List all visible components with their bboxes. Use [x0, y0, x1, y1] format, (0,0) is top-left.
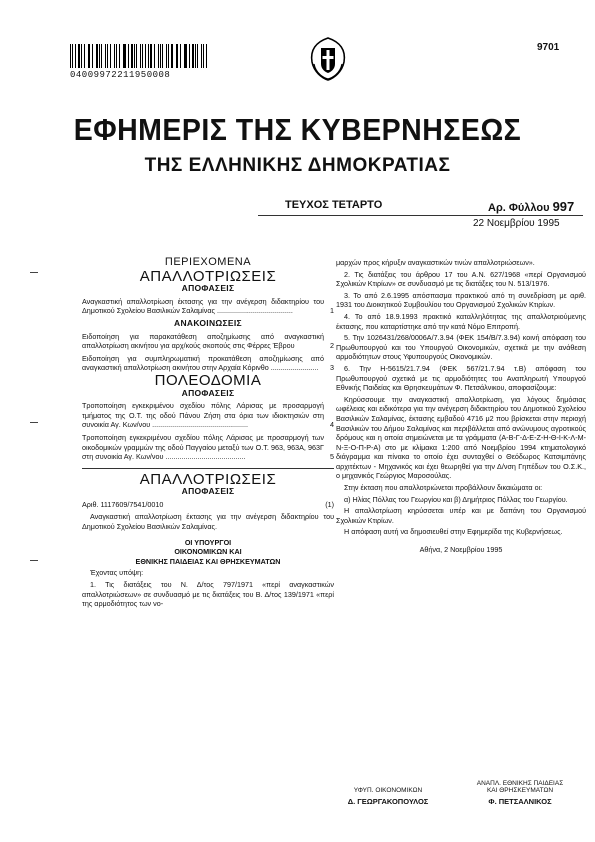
- paragraph: 1. Τις διατάξεις του Ν. Δ/τος 797/1971 «περί αναγκαστικών απαλλοτριώσεων» σε συνδυασμό με τις διατάξεις του Β. Δ/τος 139/1971 «περί της αρμοδιότητος των νο-: [82, 580, 334, 609]
- barcode-bar: [136, 44, 137, 68]
- issue-date: 22 Νοεμβρίου 1995: [473, 218, 560, 229]
- body-decisions-heading: ΑΠΟΦΑΣΕΙΣ: [181, 486, 235, 497]
- toc-item: Τροποποίηση εγκεκριμένου σχεδίου πόλης Λάρισας με προσαρμογή τμήματος της Ο.Τ. της οδού Πάνου Ζήση στα όρια των ιδιοκτησιών στη συνοικία Αγ. Κων/νου ................................................ 4: [82, 401, 334, 430]
- barcode-bar: [189, 44, 190, 68]
- ministers-heading-3: ΕΘΝΙΚΗΣ ΠΑΙΔΕΙΑΣ ΚΑΙ ΘΡΗΣΚΕΥΜΑΤΩΝ: [135, 556, 281, 566]
- barcode-bar: [75, 44, 76, 68]
- paragraph: 6. Την Η-5615/21.7.94 (ΦΕΚ 567/21.7.94 τ.Β) απόφαση του Πρωθυπουργού σχετικά με τις αρμοδιότητες του Αναπληρωτή Υπουργού Εθνικής Παιδείας και Θρησκευμάτων Φ. Πετσάλνικου, αποφασίζουμε:: [336, 363, 586, 393]
- body-start: [82, 468, 334, 609]
- margin-mark: [30, 560, 38, 561]
- barcode-bar: [107, 44, 108, 68]
- barcode-bar: [168, 44, 169, 68]
- barcode-bar: [166, 44, 167, 68]
- barcode-bar: [89, 44, 90, 68]
- margin-mark: [30, 422, 38, 423]
- barcode-bar: [201, 44, 202, 68]
- gazette-title: ΕΦΗΜΕΡΙΣ ΤΗΣ ΚΥΒΕΡΝΗΣΕΩΣ: [73, 112, 522, 147]
- barcode-bar: [101, 44, 102, 68]
- barcode-bar: [140, 44, 141, 68]
- barcode-bar: [92, 44, 93, 68]
- toc-item: [82, 332, 334, 351]
- issue-number: 9701: [537, 42, 560, 53]
- signature-block-1: [328, 787, 448, 806]
- margin-mark: [30, 272, 38, 273]
- paragraph: μαρχών προς κήρυξιν αναγκαστικών τινών απαλλοτριώσεων».: [336, 258, 535, 267]
- barcode-bar: [128, 44, 129, 68]
- barcode-bar: [114, 44, 115, 68]
- signing-date: Αθήνα, 2 Νοεμβρίου 1995: [419, 545, 503, 555]
- contents-announcements-heading: ΑΝΑΚΟΙΝΩΣΕΙΣ: [174, 317, 242, 328]
- toc-page: 5: [330, 452, 334, 462]
- barcode-bar: [162, 44, 163, 68]
- signatory-name: Φ. ΠΕΤΣΑΛΝΙΚΟΣ: [488, 797, 552, 806]
- barcode-bar: [134, 44, 135, 68]
- signatory-role: ΑΝΑΠΛ. ΕΘΝΙΚΗΣ ΠΑΙΔΕΙΑΣ: [476, 780, 564, 787]
- barcode-bar: [99, 44, 100, 68]
- barcode-bar: [84, 44, 85, 68]
- issue-part: ΤΕΥΧΟΣ ΤΕΤΑΡΤΟ: [285, 199, 383, 211]
- barcode-bar: [81, 44, 82, 68]
- toc-item-text: Ειδοποίηση για παρακατάθεση αποζημίωσης από αναγκαστική απαλλοτρίωση ακινήτου για αρχ/κούς σκοπούς στις Φέρρες Έβρου: [82, 331, 324, 351]
- coat-of-arms-icon: [306, 34, 350, 82]
- signatory-role: ΥΦΥΠ. ΟΙΚΟΝΟΜΙΚΩΝ: [353, 787, 423, 794]
- paragraph: 3. Το από 2.6.1995 απόσπασμα πρακτικού από τη συνεδρίαση με αριθ. 1931 του Διοικητικού Συμβουλίου του Οργανισμού Σχολικών Κτιρίων.: [336, 290, 586, 310]
- barcode-bar: [124, 44, 125, 68]
- barcode-bar: [177, 44, 178, 68]
- barcode-bar: [116, 44, 117, 68]
- barcode-bar: [123, 44, 124, 68]
- barcode-bar: [185, 44, 186, 68]
- barcode-bar: [158, 44, 159, 68]
- body-section-heading: ΑΠΑΛΛΟΤΡΙΩΣΕΙΣ: [139, 470, 277, 488]
- barcode-bar: [110, 44, 112, 68]
- paragraph: 5. Την 1026431/268/0006Α/7.3.94 (ΦΕΚ 154/Β/7.3.94) κοινή απόφαση του Πρωθυπουργού και του Υπουργού Οικονομικών, σχετικά με την ανάθεση αρμοδιότητων στους Υφυπουργούς Οικονομικών.: [336, 333, 586, 362]
- barcode-bar: [70, 44, 71, 68]
- barcode-bar: [96, 44, 98, 68]
- toc-item: Τροποποίηση εγκεκριμένου σχεδίου πόλης Λάρισας με προσαρμογή των οικοδομικών γραμμών της οδού Παγγαίου μεταξύ των Ο.Τ. 963, 963Α, 963Γ στη συνοικία Αγ. Κων/νου ........................................ 5: [82, 432, 334, 462]
- barcode-bar: [148, 44, 149, 68]
- left-column: [82, 258, 334, 611]
- barcode-bar: [195, 44, 196, 68]
- ministers-heading-2: ΟΙΚΟΝΟΜΙΚΩΝ ΚΑΙ: [174, 547, 242, 557]
- toc-item: Ειδοποίηση για συμπληρωματική προκατάθεση αποζημίωσης από αναγκαστική απαλλοτρίωση ακινήτου στην Αρχαία Κόρινθο ........................ 3: [82, 353, 334, 373]
- contents-decisions-heading-2: ΑΠΟΦΑΣΕΙΣ: [181, 387, 235, 398]
- toc-item-text: Αναγκαστική απαλλοτρίωση έκτασης για την ανέγερση διδακτηρίου του Δημοτικού Σχολείου Βασιλικών Σαλαμίνας: [82, 296, 324, 316]
- toc-item-text: Τροποποίηση εγκεκριμένου σχεδίου πόλης Λάρισας με προσαρμογή των οικοδομικών γραμμών της οδού Παγγαίου μεταξύ των Ο.Τ. 963, 963Α, 963Γ στη συνοικία Αγ. Κων/νου: [82, 432, 324, 462]
- decision-ref-index: (1): [325, 499, 334, 509]
- header-rule: [258, 215, 583, 216]
- paragraph: Η απαλλοτρίωση κηρύσσεται υπέρ και με δαπάνη του Οργανισμού Σχολικών Κτιρίων.: [336, 506, 586, 525]
- decision-ref-number: Αριθ. 1117609/7541/0010: [82, 499, 164, 509]
- barcode-bar: [180, 44, 181, 68]
- contents-decisions-heading: ΑΠΟΦΑΣΕΙΣ: [181, 283, 235, 294]
- signature-block-2: [460, 780, 580, 806]
- barcode-bar: [206, 44, 207, 68]
- barcode-bar: [184, 44, 185, 68]
- barcode-bar: [176, 44, 177, 68]
- toc-page: 3: [330, 363, 334, 373]
- paragraph: Κηρύσσουμε την αναγκαστική απαλλοτρίωση, για λόγους δημόσιας ωφέλειας και ειδικότερα για την ανέγερση διδακτηρίου του Δημοτικού Σχολείου Βασιλικών Σαλαμίνας, έκτασης εμβαδού 4716 μ2 που βρίσκεται στην περιοχή Βασιλικών του Δήμου Σαλαμίνας και περιβάλλεται από ανώνυμους αγροτικούς δρόμους και η οποία σημειώνεται με τα γράμματα (Α-Β-Γ-Δ-Ε-Ζ-Η-Θ-Ι-Κ-Λ-Μ-Ν-Ξ-Ο-Π-Ρ-Α) στο με κλίμακα 1:200 από Νοεμβρίου 1994 κτηματολογικό διάγραμμα και πίνακα το οποίο έχει συνταχθεί ο Θεόδωρος Κατσιμπάνης αρχιτέκτων - Μηχανικός και έχει θεωρηθεί για την Δ/νση Γηπέδων του Ο.Σ.Κ., ο μηχανικός Γεώργιος Μαροσούλας.: [336, 394, 586, 481]
- barcode-bar: [105, 44, 106, 68]
- sheet-number: [488, 199, 574, 214]
- barcode-bar: [192, 44, 194, 68]
- barcode-bar: [119, 44, 120, 68]
- ministers-heading-1: ΟΙ ΥΠΟΥΡΓΟΙ: [184, 537, 232, 547]
- barcode-bar: [131, 44, 133, 68]
- barcode-bar: [72, 44, 73, 68]
- sheet-label: Αρ. Φύλλου: [488, 202, 550, 214]
- toc-page: 1: [330, 306, 334, 316]
- toc-page: 2: [330, 341, 334, 351]
- signatory-name: Δ. ΓΕΩΡΓΑΚΟΠΟΥΛΟΣ: [347, 797, 429, 806]
- decision-summary: Αναγκαστική απαλλοτρίωση έκτασης για την ανέγερση διδακτηρίου του Δημοτικού Σχολείου Βασιλικών Σαλαμίνας.: [82, 512, 334, 532]
- barcode-bar: [154, 44, 155, 68]
- toc-item-text: Τροποποίηση εγκεκριμένου σχεδίου πόλης Λάρισας με προσαρμογή τμήματος της Ο.Τ. της οδού Πάνου Ζήση στα όρια των ιδιοκτησιών στη συνοικία Αγ. Κων/νου: [82, 401, 324, 430]
- paragraph: α) Ηλίας Πόλλας του Γεωργίου και β) Δημήτριος Πόλλας του Γεωργίου.: [344, 494, 568, 504]
- considering: Έχοντας υπόψη:: [90, 568, 144, 578]
- toc-item: Αναγκαστική απαλλοτρίωση έκτασης για την ανέγερση διδακτηρίου του Δημοτικού Σχολείου Βασιλικών Σαλαμίνας ...................................... 1: [82, 296, 334, 316]
- barcode-bar: [197, 44, 198, 68]
- contents-section-expropriations: ΑΠΑΛΛΟΤΡΙΩΣΕΙΣ: [139, 267, 277, 285]
- barcode-bar: [150, 44, 152, 68]
- toc-item-text: Ειδοποίηση για συμπληρωματική προκατάθεση αποζημίωσης από αναγκαστική απαλλοτρίωση ακινήτου στην Αρχαία Κόρινθο: [82, 353, 324, 373]
- gazette-subtitle: ΤΗΣ ΕΛΛΗΝΙΚΗΣ ΔΗΜΟΚΡΑΤΙΑΣ: [144, 155, 451, 176]
- barcode-bar: [142, 44, 143, 68]
- paragraph: 2. Τις διατάξεις του άρθρου 17 του Α.Ν. 627/1968 «περί Οργανισμού Σχολικών Κτιρίων» σε συνδυασμό με τις διατάξεις του Ν. 513/1976.: [336, 269, 586, 289]
- sheet-number-value: 997: [552, 199, 575, 214]
- right-column: [336, 258, 586, 555]
- toc-page: 4: [330, 420, 334, 430]
- contents-heading: ΠΕΡΙΕΧΟΜΕΝΑ: [164, 256, 252, 268]
- barcode-bar: [203, 44, 204, 68]
- barcode-bar: [171, 44, 173, 68]
- barcode: [70, 44, 210, 68]
- paragraph: Στην έκταση που απαλλοτριώνεται προβάλλουν δικαιώματα οι:: [344, 483, 543, 493]
- signatory-role-2: ΚΑΙ ΘΡΗΣΚΕΥΜΑΤΩΝ: [486, 787, 554, 794]
- barcode-number: 04009972211950008: [70, 70, 171, 80]
- paragraph: Η απόφαση αυτή να δημοσιευθεί στην Εφημερίδα της Κυβερνήσεως.: [344, 527, 563, 537]
- barcode-bar: [160, 44, 161, 68]
- barcode-bar: [145, 44, 146, 68]
- barcode-bar: [78, 44, 80, 68]
- barcode-bar: [88, 44, 89, 68]
- paragraph: 4. Το από 18.9.1993 πρακτικό καταλληλότητας της απαλλοτριούμενης έκτασης, που καταρτίστηκε από την κατά Νόμο Επιτροπή.: [336, 311, 586, 331]
- contents-section-planning: ΠΟΛΕΟΔΟΜΙΑ: [154, 371, 262, 389]
- decision-ref: [82, 500, 334, 510]
